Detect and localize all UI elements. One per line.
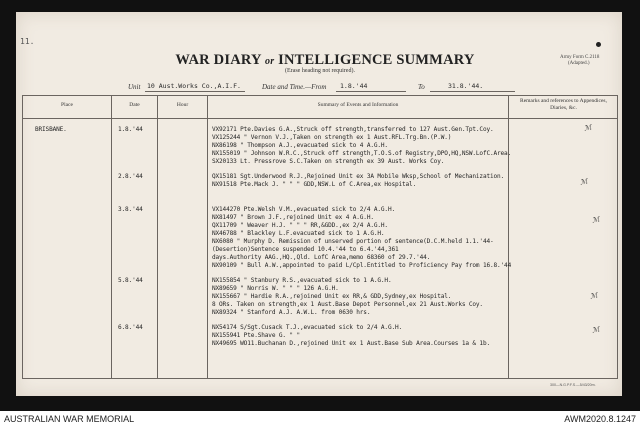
title-war-diary: WAR DIARY [175,52,262,68]
date-entry: 2.8.'44 [118,173,143,180]
entry-line: NX81497 " Brown J.F.,rejoined Unit ex 4 A.G.H. [212,214,374,221]
page-number: 11. [20,37,35,46]
table-right-border [617,95,618,379]
place-value: BRISBANE. [35,126,67,133]
summary-column-divider [508,95,509,379]
handwritten-initials: ℳ [583,123,593,133]
date-to: 31.8.'44. [448,82,484,90]
entry-line: NX49695 WO11.Buchanan D.,rejoined Unit ex 1 Aust.Base Sub Area.Courses 1a & 1b. [212,340,490,347]
entry-line: NX89659 " Norris W. " " " 126 A.G.H. [212,285,339,292]
entry-line: VX144270 Pte.Welsh V.M.,evacuated sick to 2/4 A.G.H. [212,206,395,213]
entry-line: NX54174 S/Sgt.Cusack T.J.,evacuated sick to 2/4 A.G.H. [212,324,403,331]
handwritten-initials: ℳ [579,177,589,187]
unit-value: 10 Aust.Works Co.,A.I.F. [147,82,241,90]
entry-line: NX155019 " Johnson W.R.C.,Struck off strength,T.O.S.of Registry,DPO,HQ,NSW.LofC.Area. [212,150,512,157]
handwritten-initials: ℳ [591,325,601,335]
entry-line: 8 ORs. Taken on strength,ex 1 Aust.Base Depot Personnel,ex 21 Aust.Works Coy. [212,301,483,308]
handwritten-initials: ℳ [591,215,601,225]
date-time-label: Date and Time.—From [262,83,327,91]
date-entry: 5.8.'44 [118,277,143,284]
date-entry: 6.8.'44 [118,324,143,331]
date-entry: 1.8.'44 [118,126,143,133]
entry-line: days.Authority AAG.,HQ.,Qld. LofC Area,memo 68360 of 29.7.'44. [212,254,431,261]
entry-line: SX20133 Lt. Pressrove S.C.Taken on strength ex 39 Aust. Works Coy. [212,158,445,165]
entry-line: QX11709 " Weaver H.J. " " " RR,&GDD.,ex 2/4 A.G.H. [212,222,388,229]
title-intelligence-summary: INTELLIGENCE SUMMARY [278,52,475,68]
table-left-border [22,95,23,379]
header-remarks: Remarks and references to Appendices, Diaries, &c. [520,98,607,111]
form-print-code: 300—N.G.P.F.S.—5/43/20m. [550,383,596,387]
date-column-divider [157,95,158,379]
entry-line: VX92171 Pte.Davies G.A.,Struck off strength,transferred to 127 Aust.Gen.Tpt.Coy. [212,126,494,133]
date-from: 1.8.'44 [340,82,368,90]
entry-line: NX89324 " Stanford A.J. A.W.L. from 0630 hrs. [212,309,371,316]
form-subtitle: (Erase heading not required). [285,68,355,74]
unit-underline [145,91,245,92]
header-summary: Summary of Events and Information [317,102,399,108]
place-column-divider [111,95,112,379]
date-entry: 3.8.'44 [118,206,143,213]
entry-line: QX15181 Sgt.Underwood R.J.,Rejoined Unit ex 3A Mobile Wksp,School of Mechanization. [212,173,505,180]
entry-line: NX86198 " Thompson A.J.,evacuated sick to 4 A.G.H. [212,142,388,149]
army-form-label [560,55,599,67]
header-hour: Hour [176,102,189,108]
entry-line: VX125244 " Vernon V.J.,Taken on strength ex 1 Aust.RFL.Trg.Bn.(P.W.) [212,134,452,141]
archive-credit: AUSTRALIAN WAR MEMORIAL [4,414,135,424]
to-label: To [418,83,425,91]
entry-line: (Desertion)Sentence suspended 10.4.'44 to 6.4.'44,361 [212,246,399,253]
hour-column-divider [207,95,208,379]
entry-line: NX91518 Pte.Mack J. " " " GDD,NSW.L of C.Area,ex Hospital. [212,181,417,188]
from-underline [336,91,406,92]
entry-line: NX155854 " Stanbury R.S.,evacuated sick to 1 A.G.H. [212,277,392,284]
form-title [160,52,490,69]
header-place: Place [61,102,73,108]
handwritten-initials: ℳ [589,291,599,301]
entry-line: NX155941 Pte.Shave G. " " [212,332,300,339]
archive-reference: AWM2020.8.1247 [564,414,636,424]
entry-line: NX6080 " Murphy D. Remission of unserved portion of sentence(D.C.M.held 1.1.'44- [212,238,494,245]
title-or: or [265,56,275,67]
entry-line: NX155667 " Hardie R.A.,rejoined Unit ex RR,& GDD,Sydney,ex Hospital. [212,293,452,300]
army-form-number: Army Form C.2118 [560,55,600,60]
punch-hole [596,42,601,47]
header-date: Date [129,102,140,108]
to-underline [430,91,515,92]
unit-label: Unit [128,83,141,91]
army-form-adapted: (Adapted.) [568,61,590,66]
entry-line: NX46788 " Blackley L.F.evacuated sick to 1 A.G.H. [212,230,385,237]
entry-line: NX90109 " Bull A.W.,appointed to paid L/Cpl.Entitled to Proficiency Pay from 16.8.'44 [212,262,512,269]
